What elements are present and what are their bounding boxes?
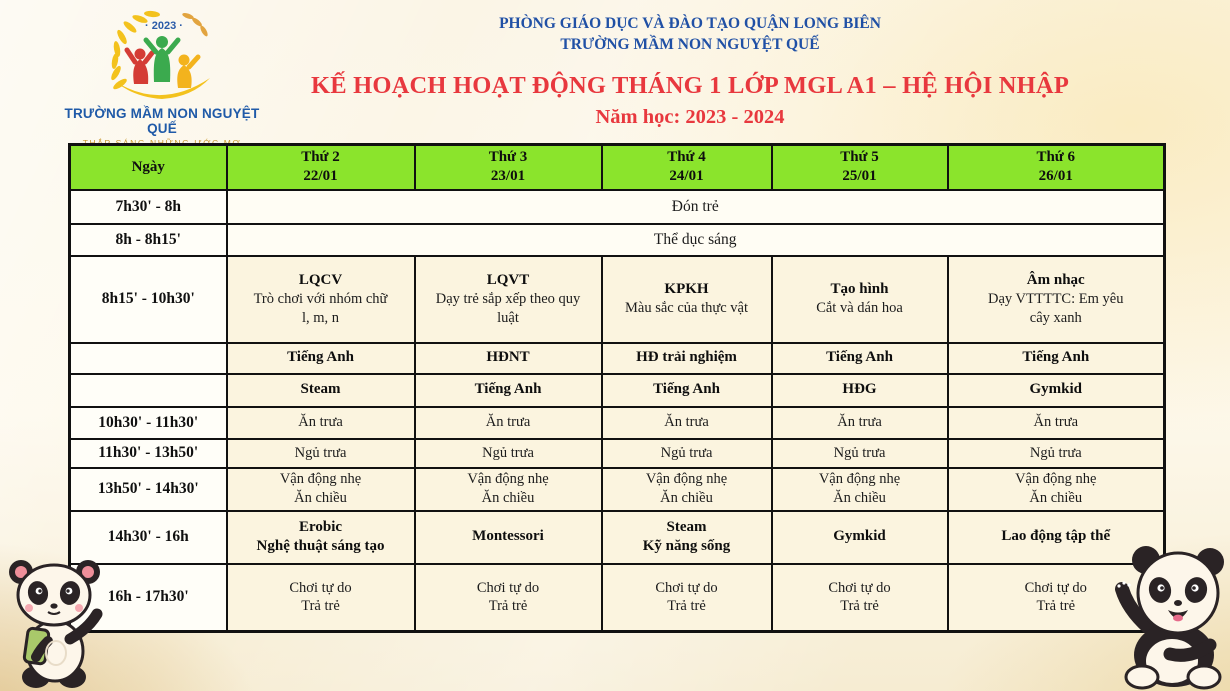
activity-cell (772, 343, 948, 374)
cell-line: Ăn trưa (1033, 414, 1078, 431)
schedule-row (70, 407, 1165, 439)
activity-cell (602, 511, 772, 564)
cell-line: Chơi tự do (655, 579, 718, 596)
activity-cell (602, 439, 772, 468)
activity-cell (948, 256, 1165, 343)
cell-line: 25/01 (842, 168, 877, 185)
cell-line: Steam (666, 518, 707, 535)
cell-line: Thứ 3 (488, 149, 528, 166)
time-cell: 8h - 8h15' (70, 224, 227, 256)
cell-line: HĐG (842, 381, 877, 398)
activity-cell (772, 374, 948, 407)
activity-cell (772, 256, 948, 343)
activity-cell (602, 564, 772, 632)
time-cell: 11h30' - 13h50' (70, 439, 227, 468)
day-header-4 (602, 145, 772, 190)
cell-line: Trả trẻ (488, 598, 528, 615)
cell-line: Đón trẻ (671, 197, 719, 215)
cell-line: Thứ 6 (1036, 149, 1076, 166)
cell-line: Montessori (472, 528, 544, 545)
cell-line: 22/01 (303, 168, 338, 185)
activity-cell (415, 468, 602, 511)
activity-cell (227, 374, 415, 407)
cell-line: KPKH (664, 281, 709, 298)
schedule-row (70, 190, 1165, 224)
cell-line: 23/01 (490, 168, 526, 185)
cell-line: Chơi tự do (828, 579, 891, 596)
cell-line: Tiếng Anh (474, 381, 542, 398)
table-header-row (70, 145, 1165, 190)
cell-line: Ngủ trưa (294, 444, 347, 461)
activity-cell (948, 343, 1165, 374)
cell-line: Kỹ năng sống (642, 538, 731, 554)
cell-line: Nghệ thuật sáng tạo (256, 538, 385, 554)
day-header-6 (948, 145, 1165, 190)
cell-line: 26/01 (1038, 168, 1073, 185)
cell-line: Ngủ trưa (660, 444, 713, 461)
activity-cell (602, 468, 772, 511)
day-column-header: Ngày (70, 145, 227, 190)
activity-cell (227, 564, 415, 632)
activity-cell (602, 407, 772, 439)
activity-cell (415, 564, 602, 632)
activity-cell (948, 439, 1165, 468)
time-cell: 13h50' - 14h30' (70, 468, 227, 511)
cell-line: Màu sắc của thực vật (624, 300, 748, 317)
cell-line: Ăn chiều (1029, 490, 1083, 506)
cell-line: Cắt và dán hoa (816, 300, 903, 317)
logo-year: · 2023 · (145, 20, 183, 32)
cell-line: Gymkid (1029, 381, 1082, 398)
activity-cell (948, 407, 1165, 439)
cell-line: Trò chơi với nhóm chữ (253, 291, 388, 308)
activity-cell (602, 343, 772, 374)
cell-line: Vận động nhẹ (1015, 471, 1097, 488)
time-cell: 16h - 17h30' (70, 564, 227, 632)
merged-activity-cell (227, 190, 1165, 224)
cell-line: Chơi tự do (476, 579, 540, 596)
org-line-2: TRƯỜNG MẦM NON NGUYỆT QUẾ (560, 35, 820, 53)
cell-line: cây xanh (1029, 309, 1082, 326)
activity-cell (772, 511, 948, 564)
cell-line: Vận động nhẹ (645, 471, 728, 488)
cell-line: Ngủ trưa (482, 444, 534, 461)
org-line-1: PHÒNG GIÁO DỤC VÀ ĐÀO TẠO QUẬN LONG BIÊN (499, 15, 881, 32)
cell-line: Vận động nhẹ (818, 471, 901, 488)
schedule-row (70, 256, 1165, 343)
cell-line: Thứ 5 (840, 149, 879, 166)
cell-line: Ăn trưa (485, 414, 531, 431)
day-header-3 (415, 145, 602, 190)
day-header-5 (772, 145, 948, 190)
header-block (250, 14, 1130, 129)
cell-line: HĐ trải nghiệm (636, 349, 737, 366)
activity-cell (602, 256, 772, 343)
cell-line: Âm nhạc (1026, 271, 1085, 288)
logo-figure-green (146, 36, 178, 82)
activity-cell (415, 343, 602, 374)
cell-line: Ăn chiều (481, 490, 535, 506)
cell-line: Ngủ trưa (1029, 444, 1082, 461)
cell-line: LQCV (298, 271, 343, 288)
cell-line: LQVT (486, 271, 530, 288)
cell-line: Ăn chiều (660, 490, 713, 506)
cell-line: Trả trẻ (840, 598, 879, 615)
logo-school-name: TRƯỜNG MẦM NON NGUYỆT QUẾ (64, 106, 260, 136)
logo-figure-yellow (177, 55, 198, 89)
panda-sticker-right (1110, 541, 1230, 691)
panda-sticker-left (0, 551, 112, 691)
cell-line: Steam (300, 381, 341, 398)
cell-line: Ăn chiều (294, 490, 347, 506)
page-title: KẾ HOẠCH HOẠT ĐỘNG THÁNG 1 LỚP MGL A1 – HỆ HỘI NHẬP (311, 71, 1069, 99)
cell-line: l, m, n (301, 309, 340, 326)
activity-cell (227, 256, 415, 343)
time-cell (70, 374, 227, 407)
activity-cell (602, 374, 772, 407)
cell-line: Trả trẻ (667, 598, 706, 615)
cell-line: Vận động nhẹ (467, 471, 549, 488)
day-header-2 (227, 145, 415, 190)
cell-line: Vận động nhẹ (279, 471, 362, 488)
cell-line: Tiếng Anh (826, 349, 893, 366)
time-cell: 7h30' - 8h (70, 190, 227, 224)
activity-cell (772, 407, 948, 439)
schedule-table (68, 143, 1166, 633)
cell-line: Tiếng Anh (287, 349, 354, 366)
activity-cell (227, 439, 415, 468)
cell-line: Lao động tập thể (1001, 528, 1111, 545)
cell-line: Thứ 4 (667, 149, 706, 166)
logo-emblem (87, 4, 237, 104)
cell-line: HĐNT (486, 349, 530, 366)
schedule-row (70, 374, 1165, 407)
cell-line: Chơi tự do (1024, 579, 1087, 596)
activity-cell (227, 343, 415, 374)
activity-cell (772, 564, 948, 632)
cell-line: Tạo hình (830, 281, 889, 298)
cell-line: Trả trẻ (301, 598, 340, 615)
activity-cell (772, 439, 948, 468)
activity-cell (415, 407, 602, 439)
activity-cell (227, 511, 415, 564)
activity-cell (948, 374, 1165, 407)
cell-line: luật (497, 309, 519, 326)
cell-line: Thể dục sáng (653, 230, 737, 248)
logo-figure-red (127, 49, 152, 85)
cell-line: Thứ 2 (301, 149, 340, 166)
schedule-row (70, 224, 1165, 256)
time-cell: 8h15' - 10h30' (70, 256, 227, 343)
cell-line: Dạy trẻ sắp xếp theo quy (435, 291, 581, 308)
cell-line: Dạy VTTTTC: Em yêu (988, 291, 1124, 308)
cell-line: Ăn trưa (664, 414, 709, 431)
schedule-row (70, 343, 1165, 374)
schedule-row (70, 511, 1165, 564)
activity-cell (415, 374, 602, 407)
cell-line: Ăn trưa (298, 414, 343, 431)
cell-line: Erobic (298, 518, 343, 535)
time-cell (70, 343, 227, 374)
activity-cell (772, 468, 948, 511)
time-cell: 14h30' - 16h (70, 511, 227, 564)
schedule-row (70, 468, 1165, 511)
school-year-subtitle: Năm học: 2023 - 2024 (595, 105, 785, 128)
activity-cell (415, 511, 602, 564)
cell-line: Chơi tự do (289, 579, 352, 596)
cell-line: Gymkid (833, 528, 886, 545)
schedule-row (70, 564, 1165, 632)
activity-cell (415, 256, 602, 343)
activity-cell (415, 439, 602, 468)
school-logo (52, 4, 272, 148)
cell-line: Tiếng Anh (653, 381, 720, 398)
cell-line: Tiếng Anh (1022, 349, 1090, 366)
activity-cell (948, 468, 1165, 511)
time-cell: 10h30' - 11h30' (70, 407, 227, 439)
cell-line: Ăn chiều (833, 490, 886, 506)
cell-line: 24/01 (669, 168, 704, 185)
merged-activity-cell (227, 224, 1165, 256)
cell-line: Ngủ trưa (833, 444, 886, 461)
cell-line: Ăn trưa (837, 414, 882, 431)
schedule-row (70, 439, 1165, 468)
cell-line: Trả trẻ (1036, 598, 1076, 615)
activity-cell (227, 407, 415, 439)
activity-cell (227, 468, 415, 511)
